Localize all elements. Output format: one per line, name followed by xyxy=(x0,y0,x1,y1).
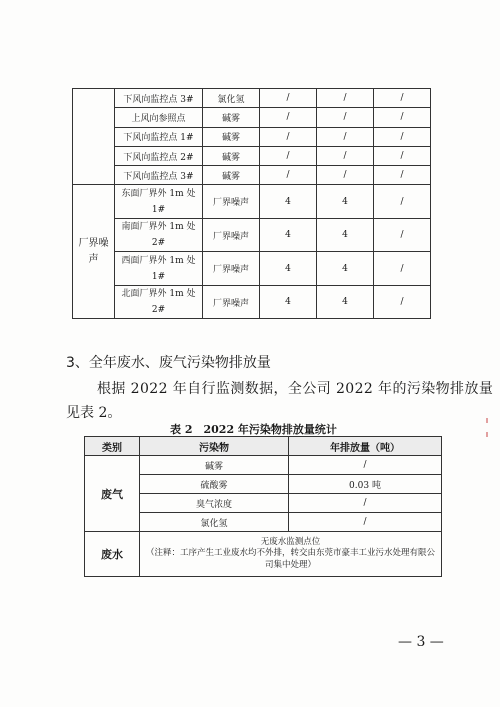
value-cell: / xyxy=(374,185,431,219)
value-cell: / xyxy=(374,89,431,108)
column-header: 类别 xyxy=(85,437,140,456)
pollutant-cell: 碱雾 xyxy=(203,146,260,165)
site-cell: 南面厂界外 1m 处 2# xyxy=(115,218,203,252)
category-cell: 废水 xyxy=(85,532,140,577)
site-cell: 下风向监控点 1# xyxy=(115,127,203,146)
site-cell: 下风向监控点 3# xyxy=(115,166,203,185)
value-cell: 4 xyxy=(317,285,374,319)
page-number: — 3 — xyxy=(398,634,444,650)
value-cell: / xyxy=(260,127,317,146)
value-cell: / xyxy=(374,285,431,319)
section-heading: 3、全年废水、废气污染物排放量 xyxy=(66,355,271,371)
note-line: 无废水监测点位 xyxy=(260,536,321,547)
pollutant-cell: 厂界噪声 xyxy=(203,185,260,219)
pollutant-cell: 碱雾 xyxy=(203,127,260,146)
site-cell: 西面厂界外 1m 处 1# xyxy=(115,252,203,286)
value-cell: / xyxy=(260,166,317,185)
site-cell: 下风向监控点 3# xyxy=(115,89,203,108)
pollutant-cell: 厂界噪声 xyxy=(203,218,260,252)
blank-category-cell xyxy=(73,89,115,185)
value-cell: / xyxy=(260,108,317,127)
value-cell: / xyxy=(317,127,374,146)
site-cell: 下风向监控点 2# xyxy=(115,146,203,165)
value-cell: 4 xyxy=(317,252,374,286)
value-cell: / xyxy=(317,89,374,108)
monitoring-table xyxy=(72,88,431,319)
column-header: 年排放量（吨） xyxy=(289,437,442,456)
value-cell: / xyxy=(260,146,317,165)
scan-mark xyxy=(486,418,488,423)
value-cell: / xyxy=(374,108,431,127)
value-cell: / xyxy=(374,218,431,252)
pollutant-cell: 厂界噪声 xyxy=(203,252,260,286)
value-cell: 4 xyxy=(260,185,317,219)
table-row xyxy=(73,285,431,319)
site-cell: 北面厂界外 1m 处 2# xyxy=(115,285,203,319)
amount-cell: / xyxy=(289,494,442,513)
pollutant-cell: 臭气浓度 xyxy=(140,494,289,513)
table-row xyxy=(73,218,431,252)
value-cell: 4 xyxy=(260,285,317,319)
paragraph-line: 见表 2。 xyxy=(66,405,122,421)
amount-cell: / xyxy=(289,456,442,475)
value-cell: / xyxy=(317,146,374,165)
emissions-table xyxy=(84,436,442,577)
table-row xyxy=(73,108,431,127)
value-cell: / xyxy=(260,89,317,108)
table-caption: 表 2 2022 年污染物排放量统计 xyxy=(170,423,337,436)
value-cell: 4 xyxy=(260,252,317,286)
note-line: （注释：工序产生工业废水均不外排，转交由东莞市豪丰工业污水处理有限公司集中处理） xyxy=(146,548,436,570)
pollutant-cell: 厂界噪声 xyxy=(203,285,260,319)
noise-category-cell: 厂界噪声 xyxy=(73,185,115,319)
table-row xyxy=(73,146,431,165)
column-header: 污染物 xyxy=(140,437,289,456)
pollutant-cell: 碱雾 xyxy=(140,456,289,475)
value-cell: / xyxy=(374,252,431,286)
table-header-row xyxy=(85,437,442,456)
table-row xyxy=(73,89,431,108)
table-row xyxy=(73,252,431,286)
table-row xyxy=(73,185,431,219)
scan-mark xyxy=(486,432,488,437)
value-cell: / xyxy=(317,166,374,185)
amount-cell: 0.03 吨 xyxy=(289,475,442,494)
pollutant-cell: 碱雾 xyxy=(203,166,260,185)
pollutant-cell: 碱雾 xyxy=(203,108,260,127)
site-cell: 东面厂界外 1m 处 1# xyxy=(115,185,203,219)
wastewater-note-cell xyxy=(140,532,442,577)
pollutant-cell: 氯化氢 xyxy=(140,513,289,532)
table-row xyxy=(73,127,431,146)
value-cell: / xyxy=(374,127,431,146)
amount-cell: / xyxy=(289,513,442,532)
value-cell: 4 xyxy=(260,218,317,252)
table-row xyxy=(85,456,442,475)
site-cell: 上风向参照点 xyxy=(115,108,203,127)
value-cell: 4 xyxy=(317,185,374,219)
value-cell: / xyxy=(317,108,374,127)
value-cell: 4 xyxy=(317,218,374,252)
pollutant-cell: 硫酸雾 xyxy=(140,475,289,494)
category-cell: 废气 xyxy=(85,456,140,532)
pollutant-cell: 氯化氢 xyxy=(203,89,260,108)
value-cell: / xyxy=(374,166,431,185)
table-row xyxy=(85,532,442,577)
paragraph-line: 根据 2022 年自行监测数据，全公司 2022 年的污染物排放量 xyxy=(97,381,494,397)
table-row xyxy=(73,166,431,185)
value-cell: / xyxy=(374,146,431,165)
